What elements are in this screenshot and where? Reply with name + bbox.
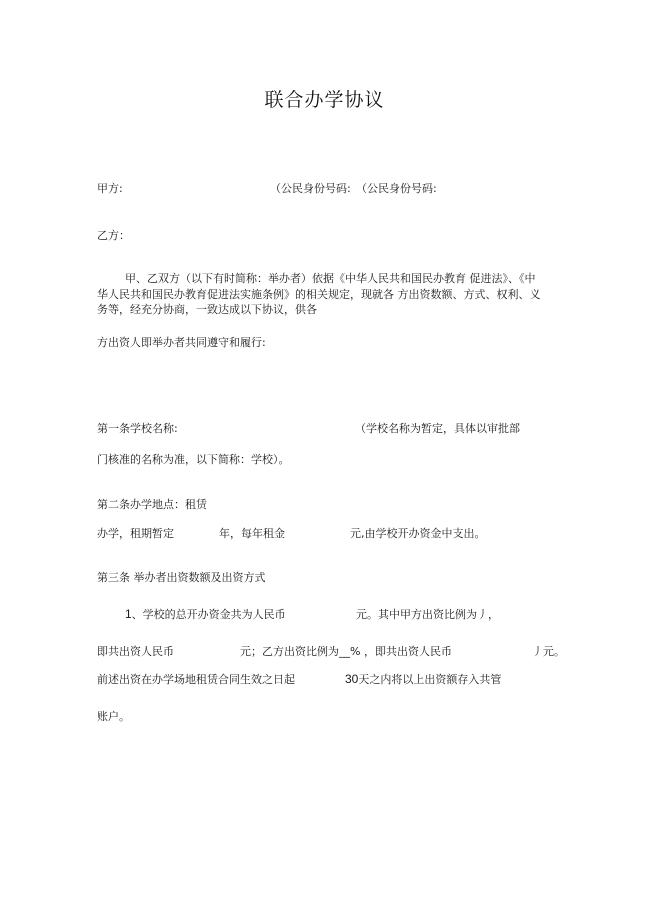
intro-line-1: 甲、乙双方（以下有时简称：举办者）依据《中华人民共和国民办教育 促进法》、《中 [125, 272, 536, 285]
article-3-deadline-rest: 天之内将以上出资额存入共管 [358, 673, 502, 686]
article-2-lease-term: 办学，租期暂定 [97, 527, 174, 540]
party-b-label: 乙方： [97, 229, 130, 242]
intro-line-2: 华人民共和国民办教育促进法实施条例》的相关规定，现就各 方出资数额、方式、权利、义 [97, 288, 541, 301]
article-3-account: 账户。 [97, 710, 130, 723]
article-3-item-1-number: 1 [125, 607, 132, 621]
article-1-note: （学校名称为暂定，具体以审批部 [355, 422, 520, 435]
party-a-label: 甲方: [97, 182, 123, 195]
document-title: 联合办学协议 [264, 89, 385, 111]
article-3-deadline-text: 前述出资在办学场地租赁合同生效之日起 [97, 673, 295, 686]
intro-line-3: 务等，经充分协商，一致达成以下协议，供各 [97, 303, 317, 316]
article-3-item-1 [125, 608, 286, 621]
party-a-id-2: （公民身份号码: [356, 182, 437, 195]
intro-line-4: 方出资人即举办者共同遵守和履行: [97, 336, 266, 349]
article-2-annual-rent: 年，每年租金 [219, 527, 285, 540]
article-3-party-b-amount: 丿元。 [532, 645, 565, 658]
party-a-id-1: （公民身份号码: [270, 182, 351, 195]
article-3-heading: 第三条 举办者出资数额及出资方式 [97, 571, 266, 584]
article-2-payment-source: 元,由学校开办资金中支出。 [350, 527, 486, 540]
article-1-heading: 第一条学校名称: [97, 422, 178, 435]
article-3-party-a-ratio: 元。其中甲方出资比例为丿， [356, 608, 499, 621]
article-3-deadline [345, 673, 501, 686]
article-1-continuation: 门核准的名称为准，以下简称：学校）。 [97, 453, 290, 466]
article-3-item-1-text: 、学校的总开办资金共为人民币 [131, 608, 286, 621]
article-3-deadline-days: 30 [345, 672, 359, 686]
article-3-party-b-ratio: 元；乙方出资比例为__% ，即共出资人民币 [240, 645, 452, 658]
article-2-heading: 第二条办学地点：租赁 [97, 498, 207, 511]
article-3-party-a-amount: 即共出资人民币 [97, 645, 174, 658]
